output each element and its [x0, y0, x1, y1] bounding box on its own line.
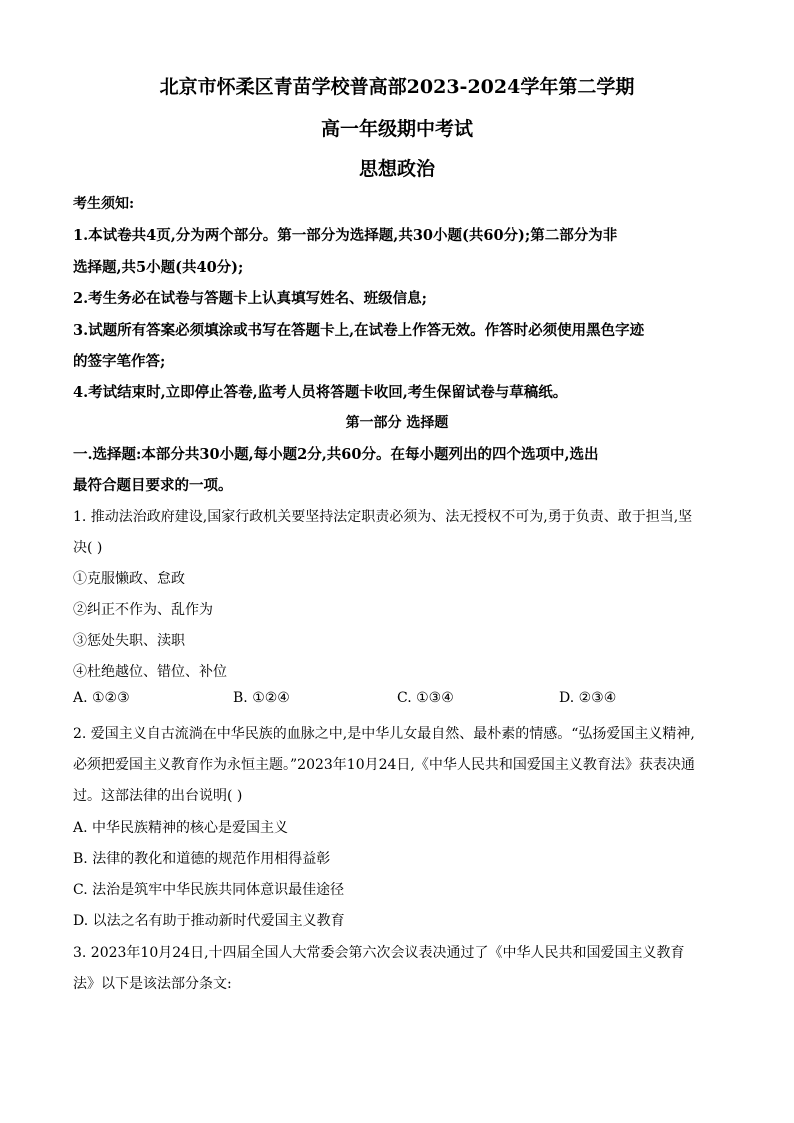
notice-line: 1.本试卷共4页,分为两个部分。第一部分为选择题,共30小题(共60分);第二部分为非: [73, 227, 618, 244]
q1-option-d: D. ②③④: [559, 690, 617, 706]
q2-stem: 2. 爱国主义自古流淌在中华民族的血脉之中,是中华儿女最自然、最朴素的情感。“弘扬爱国主义精神,: [73, 726, 695, 742]
q1-option-a: A. ①②③: [73, 690, 130, 706]
q2-stem: 必须把爱国主义教育作为永恒主题。”2023年10月24日,《中华人民共和国爱国主义教育法》获表决通: [73, 757, 695, 773]
q1-item: ①克服懒政、怠政: [73, 571, 185, 587]
exam-subject-title: 思想政治: [358, 158, 435, 180]
notice-heading: 考生须知:: [73, 196, 135, 212]
q3-stem: 法》以下是该法部分条文:: [73, 976, 232, 992]
exam-title-line1: 北京市怀柔区青苗学校普高部2023-2024学年第二学期: [159, 76, 635, 98]
q2-option-b: B. 法律的教化和道德的规范作用相得益彰: [73, 851, 331, 867]
q1-item: ②纠正不作为、乱作为: [73, 602, 213, 618]
q1-option-c: C. ①③④: [397, 690, 454, 706]
q1-option-b: B. ①②④: [233, 690, 290, 706]
part1-instruction: 一.选择题:本部分共30小题,每小题2分,共60分。在每小题列出的四个选项中,选出: [73, 446, 599, 463]
part1-heading: 第一部分 选择题: [345, 415, 449, 431]
notice-line: 2.考生务必在试卷与答题卡上认真填写姓名、班级信息;: [73, 290, 427, 307]
q2-option-a: A. 中华民族精神的核心是爱国主义: [73, 820, 289, 836]
q2-stem: 过。这部法律的出台说明( ): [73, 788, 243, 804]
q1-stem: 决( ): [73, 540, 103, 556]
q1-stem: 1. 推动法治政府建设,国家行政机关要坚持法定职责必须为、法无授权不可为,勇于负责、敢于担当,坚: [73, 509, 693, 525]
part1-instruction: 最符合题目要求的一项。: [73, 477, 233, 494]
q1-item: ③惩处失职、渎职: [73, 633, 185, 649]
q2-option-c: C. 法治是筑牢中华民族共同体意识最佳途径: [73, 882, 345, 898]
q1-item: ④杜绝越位、错位、补位: [73, 664, 227, 680]
q2-option-d: D. 以法之名有助于推动新时代爱国主义教育: [73, 913, 345, 929]
notice-line: 3.试题所有答案必须填涂或书写在答题卡上,在试卷上作答无效。作答时必须使用黑色字迹: [73, 322, 645, 339]
q3-stem: 3. 2023年10月24日,十四届全国人大常委会第六次会议表决通过了《中华人民共和国爱国主义教育: [73, 945, 685, 961]
notice-line: 选择题,共5小题(共40分);: [73, 259, 244, 276]
notice-line: 的签字笔作答;: [73, 353, 166, 370]
notice-line: 4.考试结束时,立即停止答卷,监考人员将答题卡收回,考生保留试卷与草稿纸。: [73, 384, 568, 401]
exam-title-line2: 高一年级期中考试: [320, 118, 473, 140]
